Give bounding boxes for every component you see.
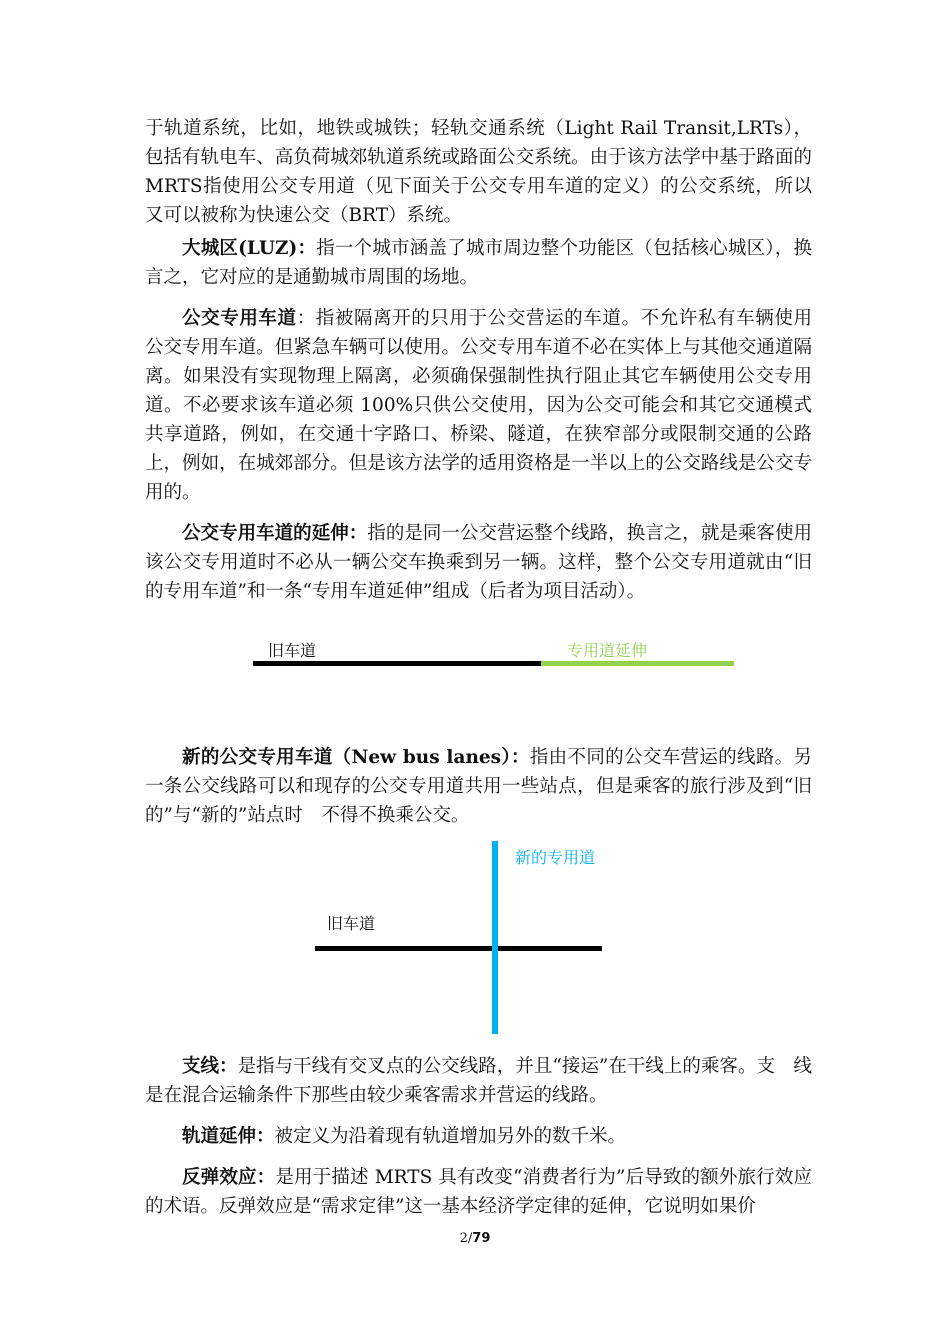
term-rail-extension: 轨道延伸：: [182, 1126, 275, 1147]
page-number: [0, 1231, 950, 1247]
paragraph-bus-lane-extension: [145, 519, 812, 606]
definition-feeder: 是指与干线有交叉点的公交线路，并且“接运”在干线上的乘客。支 线是在混合运输条件下那些由较少乘客需求并营运的线路。: [145, 1056, 812, 1106]
paragraph-new-bus-lanes: [145, 743, 812, 830]
extension-label: 专用道延伸: [567, 641, 648, 660]
paragraph-feeder: [145, 1052, 812, 1110]
definition-rebound-effect: 是用于描述 MRTS 具有改变“消费者行为”后导致的额外旅行效应的术语。反弹效应是“需求定律”这一基本经济学定律的延伸，它说明如果价: [145, 1167, 812, 1217]
definition-bus-lane: ：指被隔离开的只用于公交营运的车道。不允许私有车辆使用 公交专用车道。但紧急车辆可以使用。公交专用车道不必在实体上与其他交通道隔离。如果没有实现物理上隔离，必须确保强制性执行阻止其它车辆使用公交专用道。不必要求该车道必须 100%只供公交使用，因为公交可能会和其它交通模式共享道路，例如，在交通十字路口、桥梁、隧道，在狭窄部分或限制交通的公路上，例如，在城郊部分。但是该方法学的适用资格是一半以上的公交路线是公交专用的。: [145, 308, 831, 503]
page-current: 2/: [459, 1231, 473, 1246]
definition-bus-lane-extension: 指的是同一公交营运整个线路，换言之，就是乘客使用该公交专用道时不必从一辆公交车换乘到另一辆。这样，整个公交专用道就由“旧的专用车道”和一条“专用车道延伸”组成（后者为项目活动）。: [145, 523, 812, 602]
new-lane-line: [492, 841, 498, 1034]
paragraph-luz: [145, 234, 812, 292]
paragraph-rebound-effect: [145, 1163, 812, 1221]
page-total: 79: [472, 1231, 491, 1246]
new-lane-label: 新的专用道: [515, 848, 596, 867]
term-bus-lane: 公交专用车道: [182, 308, 297, 329]
old-lane-label-2: 旧车道: [327, 914, 376, 933]
term-bus-lane-extension: 公交专用车道的延伸：: [182, 523, 368, 544]
definition-rail-extension: 被定义为沿着现有轨道增加另外的数千米。: [274, 1126, 627, 1147]
paragraph-mrts-definition: [145, 114, 812, 230]
definition-luz: 指一个城市涵盖了城市周边整个功能区（包括核心城区），换言之，它对应的是通勤城市周围的场地。: [145, 238, 812, 288]
old-lane-label: 旧车道: [268, 641, 317, 660]
old-lane-line: [253, 661, 541, 666]
definition-new-bus-lanes: 指由不同的公交车营运的线路。另一条公交线路可以和现存的公交专用道共用一些站点，但是乘客的旅行涉及到“旧的”与“新的”站点时 不得不换乘公交。: [145, 747, 812, 826]
paragraph-bus-lane: [145, 304, 831, 507]
term-feeder: 支线：: [182, 1056, 238, 1077]
term-rebound-effect: 反弹效应：: [182, 1167, 276, 1188]
term-luz: 大城区(LUZ)：: [182, 238, 317, 259]
extension-line: [541, 661, 734, 666]
old-lane-line-2: [315, 946, 602, 951]
term-new-bus-lanes: 新的公交专用车道（New bus lanes）：: [182, 747, 530, 768]
paragraph-text: 于轨道系统，比如，地铁或城铁；轻轨交通系统（Light Rail Transit,LRTs），包括有轨电车、高负荷城郊轨道系统或路面公交系统。由于该方法学中基于路面的MRTS指使用公交专用道（见下面关于公交专用车道的定义）的公交系统，所以又可以被称为快速公交（BRT）系统。: [145, 118, 812, 226]
paragraph-rail-extension: [145, 1122, 812, 1151]
